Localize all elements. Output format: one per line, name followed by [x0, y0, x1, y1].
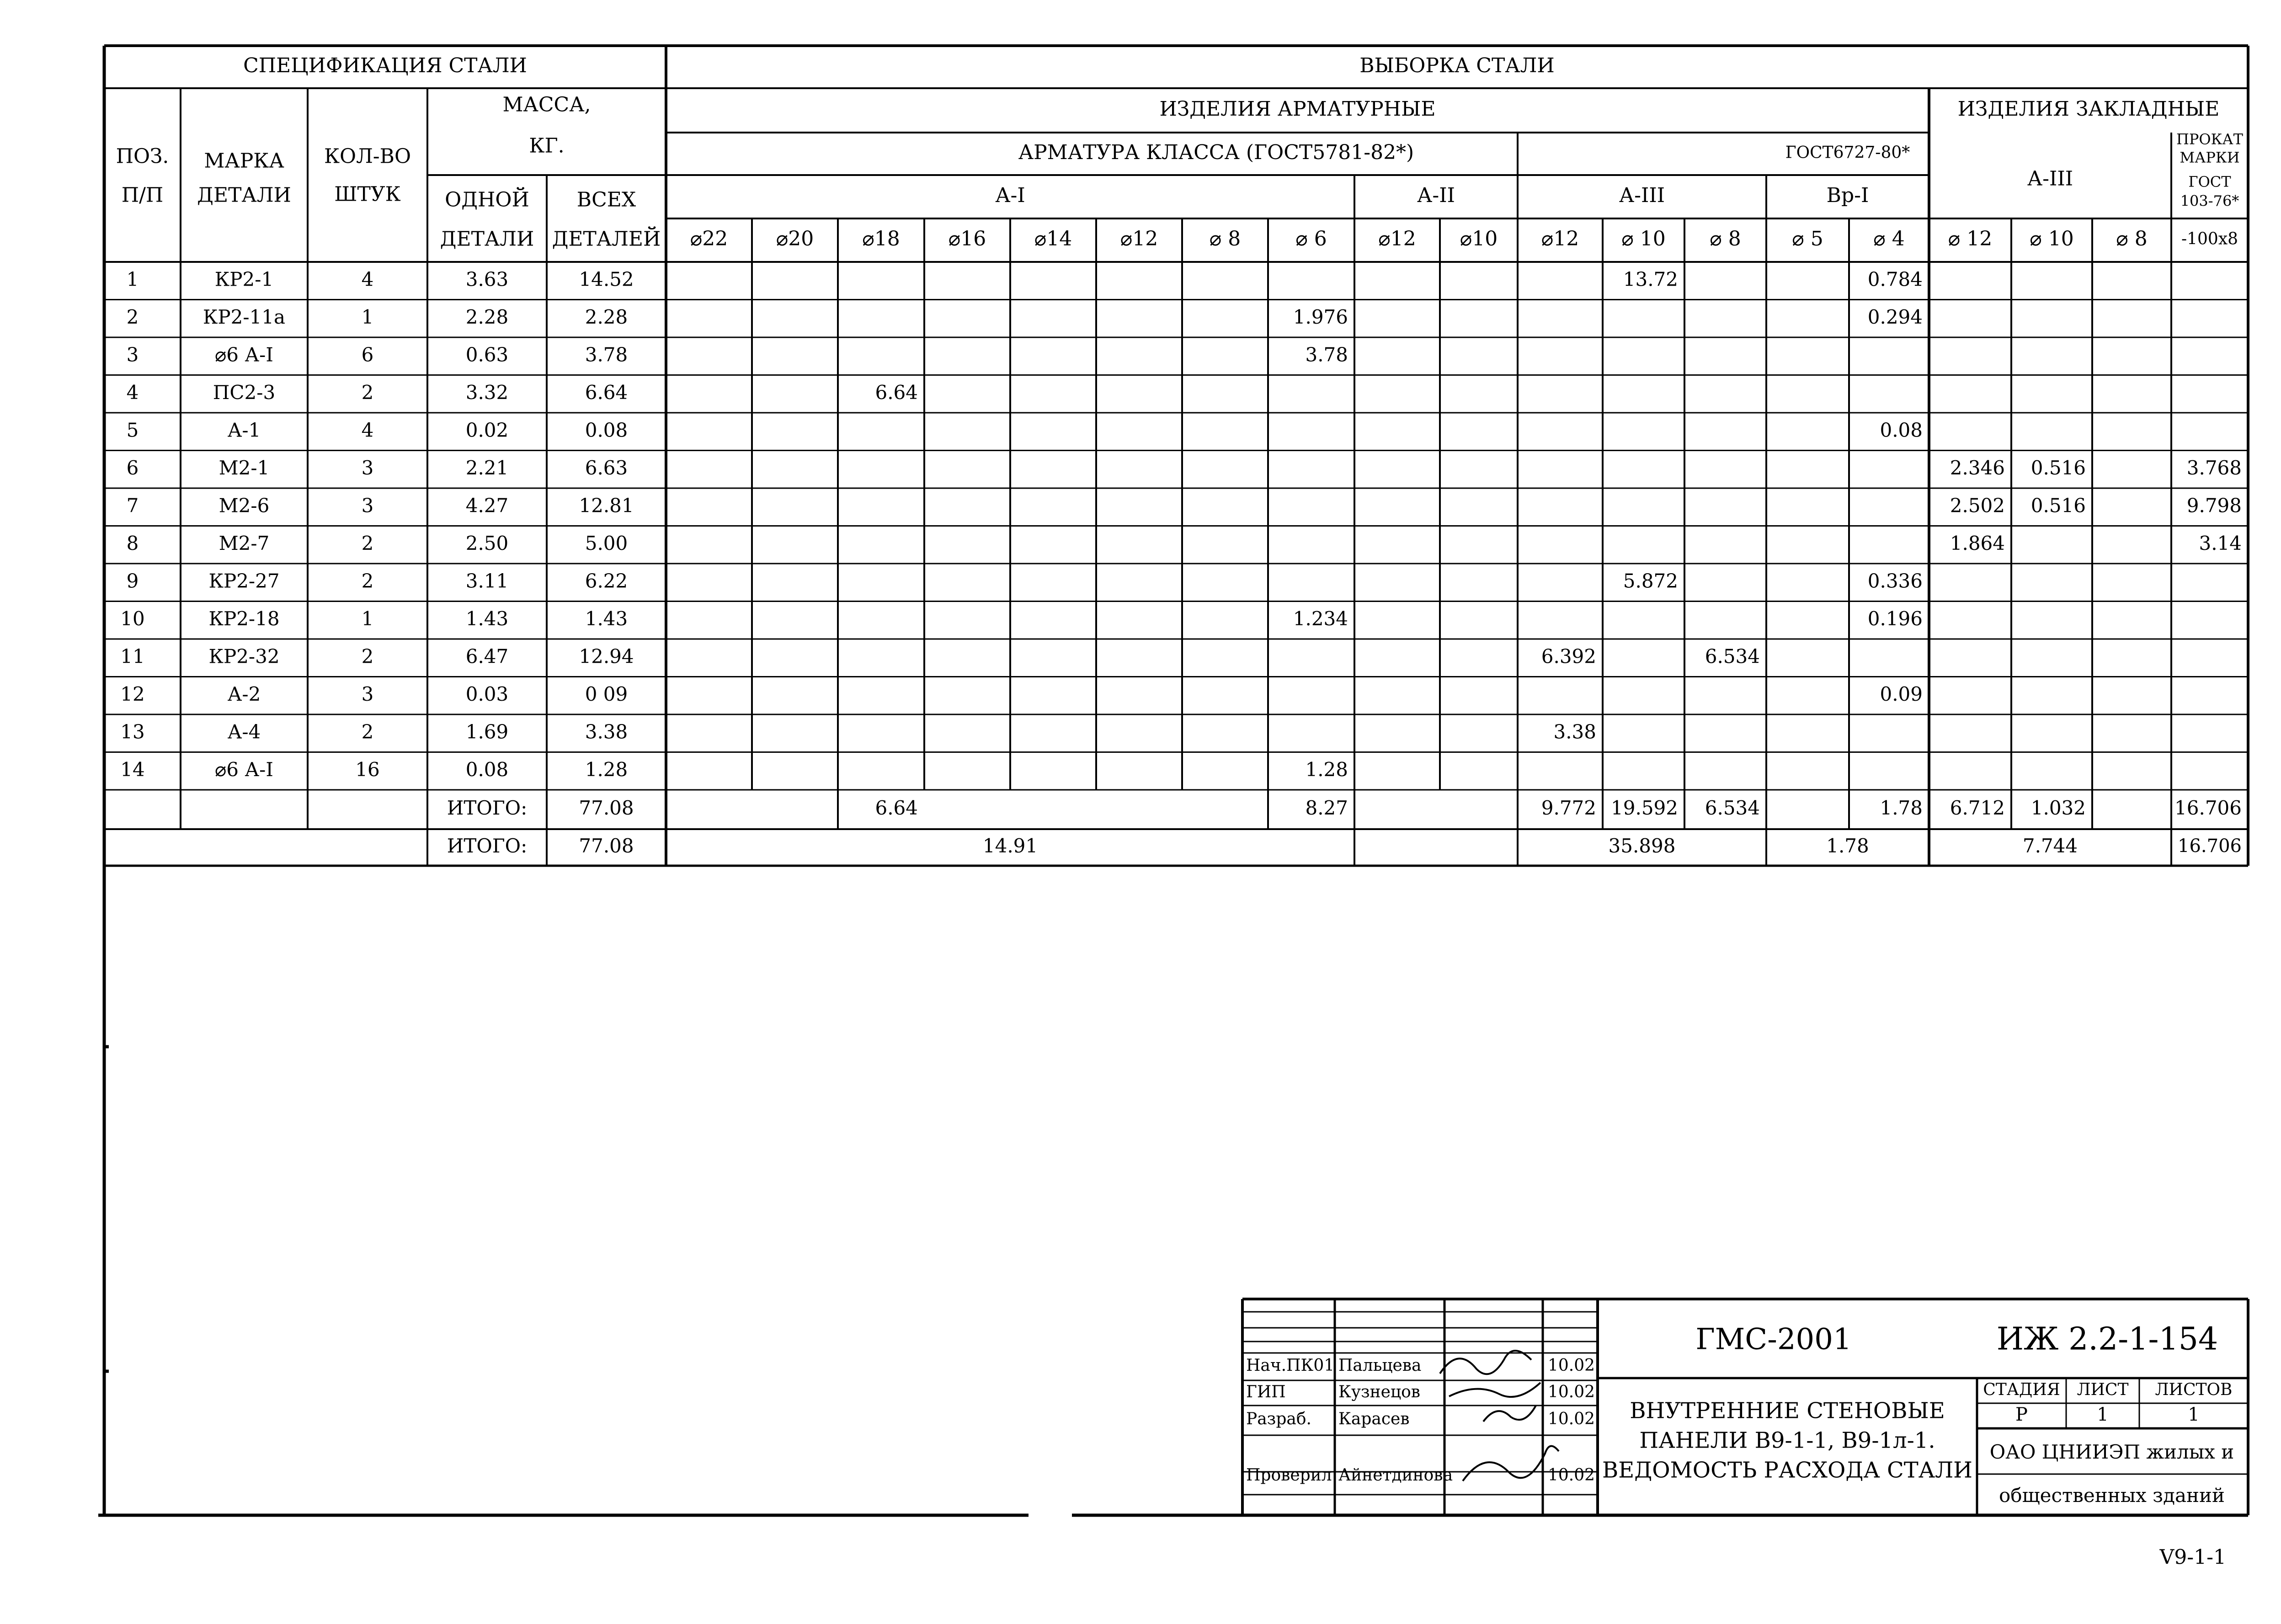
row-mark: КР2-1 [214, 268, 274, 291]
row-mass-all: 5.00 [585, 532, 628, 554]
row-position: 5 [126, 419, 139, 442]
row-quantity: 1 [361, 607, 374, 630]
grand-total-bp1: 1.78 [1826, 835, 1869, 857]
row-mass-all: 3.38 [585, 720, 628, 743]
diameter-header: ⌀12 [1378, 227, 1416, 250]
row-mass-one: 2.50 [465, 532, 509, 554]
row-quantity: 2 [361, 532, 374, 554]
row-value: 6.64 [875, 381, 918, 404]
signature-mark [1440, 1351, 1531, 1374]
row-mark: А-4 [227, 720, 261, 743]
stamp-role: Разраб. [1246, 1410, 1311, 1428]
stamp-date: 10.02 [1547, 1356, 1595, 1375]
row-mass-one: 0.08 [465, 758, 509, 781]
row-mass-one: 0.03 [465, 682, 509, 705]
stamp-name: Айнетдинова [1338, 1466, 1453, 1485]
col-all-header: ВСЕХ [576, 188, 636, 212]
stamp-role: Нач.ПК01 [1246, 1356, 1335, 1375]
row-value: 1.234 [1293, 607, 1348, 630]
rebar-class-header: АРМАТУРА КЛАССА (ГОСТ5781-82*) [1018, 141, 1414, 164]
row-quantity: 3 [361, 682, 374, 705]
total-value: 1.78 [1880, 797, 1923, 819]
grand-total-rolled: 16.706 [2178, 836, 2242, 857]
total-value: 6.64 [875, 797, 918, 819]
diameter-header: -100x8 [2181, 229, 2238, 249]
stamp-date: 10.02 [1547, 1383, 1595, 1401]
row-mark: ⌀6 А-I [215, 343, 273, 366]
row-mark: А-1 [227, 419, 261, 442]
row-mass-one: 6.47 [465, 645, 509, 668]
row-mass-one: 1.43 [465, 607, 509, 630]
stamp-doc-code: ИЖ 2.2-1-154 [1996, 1321, 2218, 1358]
rebar-products-header: ИЗДЕЛИЯ АРМАТУРНЫЕ [1159, 97, 1436, 121]
row-mark: КР2-32 [208, 645, 280, 668]
row-mass-all: 6.63 [585, 456, 628, 479]
row-value: 6.534 [1705, 645, 1760, 668]
row-position: 6 [126, 456, 139, 479]
stamp-role: Проверил [1246, 1466, 1332, 1485]
stamp-stage: Р [2015, 1404, 2028, 1425]
row-mark: М2-7 [219, 532, 270, 554]
stamp-date: 10.02 [1547, 1410, 1595, 1428]
row-mark: КР2-18 [208, 607, 280, 630]
row-value: 1.28 [1305, 758, 1348, 781]
row-value: 0.196 [1867, 607, 1923, 630]
row-position: 9 [126, 570, 139, 592]
row-quantity: 4 [361, 268, 374, 291]
row-position: 3 [126, 343, 139, 366]
diameter-header: ⌀20 [776, 227, 814, 250]
row-quantity: 1 [361, 305, 374, 328]
row-position: 2 [126, 305, 139, 328]
row-position: 12 [120, 682, 145, 705]
row-value: 2.346 [1950, 456, 2005, 479]
row-mark: КР2-27 [208, 570, 280, 592]
stamp-sheets: 1 [2188, 1404, 2200, 1425]
col-one-header: ДЕТАЛИ [440, 227, 534, 251]
row-value: 13.72 [1623, 268, 1678, 291]
row-mark: М2-6 [219, 494, 270, 517]
diameter-header: ⌀12 [1120, 227, 1158, 250]
total-value: 6.534 [1705, 797, 1760, 819]
col-pos-header: ПОЗ. [116, 144, 169, 168]
stamp-sheets-header: ЛИСТОВ [2155, 1380, 2233, 1399]
embedded-a3-header: А-III [2027, 167, 2073, 191]
diameter-header: ⌀12 [1541, 227, 1579, 250]
col-all-header: ДЕТАЛЕЙ [552, 227, 661, 251]
row-mass-one: 2.21 [465, 456, 509, 479]
row-mass-all: 14.52 [579, 268, 634, 291]
class-a2-header: А-II [1417, 184, 1455, 207]
stamp-company: ОАО ЦНИИЭП жилых и [1989, 1441, 2234, 1463]
stamp-org-code: ГМС-2001 [1695, 1322, 1852, 1357]
row-quantity: 2 [361, 720, 374, 743]
col-pos-header: П/П [121, 183, 164, 207]
diameter-header: ⌀ 10 [1621, 227, 1666, 250]
grand-total-mass: 77.08 [579, 835, 634, 857]
row-value: 6.392 [1541, 645, 1596, 668]
row-value: 1.864 [1950, 532, 2005, 554]
diameter-header: ⌀ 8 [1209, 227, 1241, 250]
diameter-header: ⌀ 8 [1710, 227, 1741, 250]
row-mass-all: 1.28 [585, 758, 628, 781]
grand-total-a1: 14.91 [982, 835, 1038, 857]
row-value: 0.294 [1867, 305, 1923, 328]
stamp-sheet: 1 [2097, 1404, 2109, 1425]
row-position: 4 [126, 381, 139, 404]
row-mass-all: 6.64 [585, 381, 628, 404]
row-position: 1 [126, 268, 139, 291]
row-value: 0.336 [1867, 570, 1923, 592]
gost-wire-header: ГОСТ6727-80* [1785, 143, 1910, 162]
row-value: 1.976 [1293, 305, 1348, 328]
row-position: 7 [126, 494, 139, 517]
row-mass-one: 4.27 [465, 494, 509, 517]
grand-total-embedded: 7.744 [2022, 835, 2078, 857]
row-value: 0.09 [1880, 682, 1923, 705]
row-quantity: 2 [361, 381, 374, 404]
total-value: 9.772 [1541, 797, 1596, 819]
stamp-company: общественных зданий [1999, 1484, 2225, 1507]
stamp-sheet-header: ЛИСТ [2077, 1380, 2129, 1399]
row-mass-all: 0 09 [585, 682, 628, 705]
stamp-name: Пальцева [1338, 1356, 1422, 1375]
row-value: 3.768 [2186, 456, 2242, 479]
row-mass-one: 3.32 [465, 381, 509, 404]
col-one-header: ОДНОЙ [445, 188, 529, 212]
rolled-header: ПРОКАТ [2176, 130, 2244, 148]
diameter-header: ⌀ 4 [1873, 227, 1905, 250]
diameter-header: ⌀ 12 [1948, 227, 1993, 250]
stamp-name: Кузнецов [1338, 1383, 1421, 1401]
signature-mark [1463, 1446, 1559, 1481]
spec-title: СПЕЦИФИКАЦИЯ СТАЛИ [243, 54, 527, 77]
row-value: 3.14 [2199, 532, 2242, 554]
row-position: 14 [120, 758, 145, 781]
row-value: 3.78 [1305, 343, 1348, 366]
signature-mark [1449, 1383, 1540, 1397]
total-value: 19.592 [1611, 797, 1678, 819]
row-mass-one: 0.63 [465, 343, 509, 366]
row-value: 3.38 [1553, 720, 1596, 743]
row-quantity: 16 [355, 758, 380, 781]
diameter-header: ⌀16 [948, 227, 986, 250]
rolled-header: ГОСТ [2188, 173, 2231, 191]
stamp-role: ГИП [1246, 1383, 1286, 1401]
diameter-header: ⌀ 10 [2030, 227, 2074, 250]
row-mass-all: 12.94 [579, 645, 634, 668]
col-mass-header: МАССА, [502, 93, 591, 117]
row-mark: ⌀6 А-I [215, 758, 273, 781]
row-quantity: 2 [361, 570, 374, 592]
row-quantity: 6 [361, 343, 374, 366]
total-value: 16.706 [2174, 797, 2242, 819]
col-mark-header: МАРКА [204, 149, 284, 173]
col-qty-header: ШТУК [334, 182, 401, 206]
diameter-header: ⌀14 [1034, 227, 1072, 250]
total-mass-all: 77.08 [579, 797, 634, 819]
row-mass-one: 0.02 [465, 419, 509, 442]
row-position: 10 [120, 607, 145, 630]
grand-total-label: ИТОГО: [447, 835, 528, 857]
row-mass-one: 1.69 [465, 720, 509, 743]
diameter-header: ⌀ 6 [1295, 227, 1327, 250]
row-mass-all: 6.22 [585, 570, 628, 592]
row-mass-one: 2.28 [465, 305, 509, 328]
stamp-name: Карасев [1338, 1410, 1410, 1428]
row-position: 11 [120, 645, 145, 668]
col-mass-header: КГ. [529, 134, 565, 158]
row-mass-all: 0.08 [585, 419, 628, 442]
diameter-header: ⌀ 8 [2116, 227, 2148, 250]
row-quantity: 4 [361, 419, 374, 442]
row-mass-all: 12.81 [579, 494, 634, 517]
row-mass-all: 1.43 [585, 607, 628, 630]
stamp-title: ВНУТРЕННИЕ СТЕНОВЫЕ [1630, 1398, 1945, 1424]
diameter-header: ⌀ 5 [1792, 227, 1823, 250]
grand-total-a3: 35.898 [1608, 835, 1676, 857]
total-label: ИТОГО: [447, 797, 528, 819]
row-mass-all: 3.78 [585, 343, 628, 366]
row-quantity: 3 [361, 494, 374, 517]
col-qty-header: КОЛ-ВО [324, 144, 411, 168]
class-a3-header: А-III [1619, 184, 1665, 207]
stamp-stage-header: СТАДИЯ [1983, 1380, 2060, 1399]
signature-mark [1483, 1406, 1536, 1422]
row-value: 5.872 [1623, 570, 1678, 592]
row-value: 0.08 [1880, 419, 1923, 442]
stamp-title: ВЕДОМОСТЬ РАСХОДА СТАЛИ [1602, 1457, 1973, 1483]
row-position: 8 [126, 532, 139, 554]
corner-code: V9-1-1 [2159, 1545, 2226, 1569]
embedded-products-header: ИЗДЕЛИЯ ЗАКЛАДНЫЕ [1957, 97, 2220, 121]
row-value: 0.784 [1867, 268, 1923, 291]
row-mark: КР2-11а [203, 305, 286, 328]
row-value: 2.502 [1950, 494, 2005, 517]
col-mark-header: ДЕТАЛИ [197, 183, 291, 207]
row-quantity: 3 [361, 456, 374, 479]
row-value: 0.516 [2031, 456, 2086, 479]
row-mass-one: 3.63 [465, 268, 509, 291]
class-a1-header: А-I [995, 184, 1025, 207]
row-mark: М2-1 [219, 456, 270, 479]
diameter-header: ⌀22 [690, 227, 728, 250]
total-value: 6.712 [1950, 797, 2005, 819]
total-value: 1.032 [2031, 797, 2086, 819]
rolled-header: 103-76* [2180, 192, 2239, 210]
diameter-header: ⌀18 [862, 227, 900, 250]
row-mark: ПС2-3 [213, 381, 276, 404]
row-mass-one: 3.11 [465, 570, 509, 592]
stamp-title: ПАНЕЛИ В9-1-1, В9-1л-1. [1639, 1427, 1935, 1454]
row-quantity: 2 [361, 645, 374, 668]
diameter-header: ⌀10 [1460, 227, 1498, 250]
class-bp1-header: Вр-I [1826, 184, 1869, 207]
row-value: 9.798 [2186, 494, 2242, 517]
row-position: 13 [120, 720, 145, 743]
row-value: 0.516 [2031, 494, 2086, 517]
total-value: 8.27 [1305, 797, 1348, 819]
rolled-header: МАРКИ [2180, 149, 2240, 166]
row-mass-all: 2.28 [585, 305, 628, 328]
selection-title: ВЫБОРКА СТАЛИ [1359, 54, 1555, 77]
stamp-date: 10.02 [1547, 1466, 1595, 1485]
row-mark: А-2 [227, 682, 261, 705]
